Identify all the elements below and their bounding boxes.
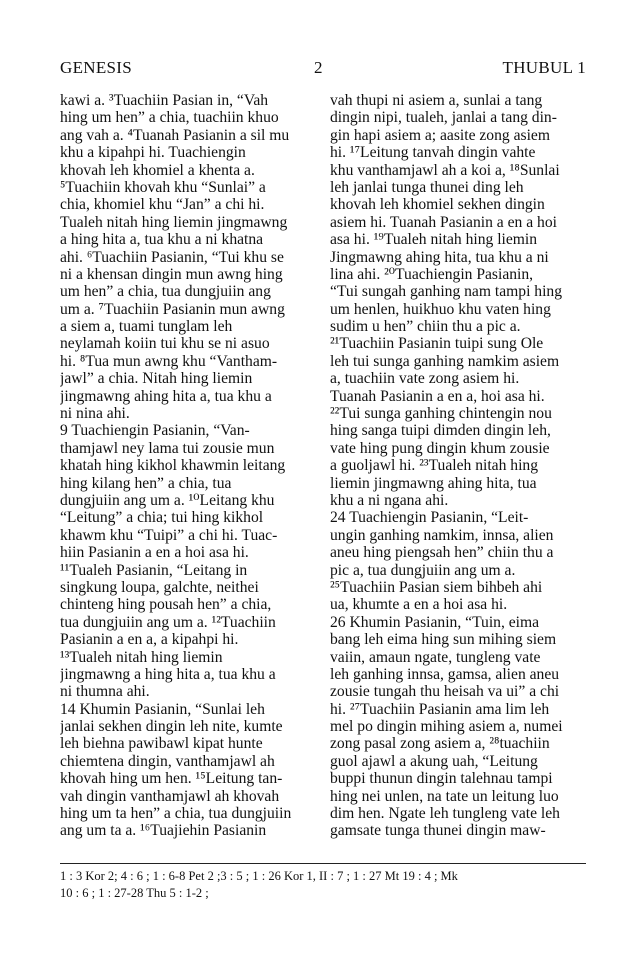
text-line: khu a kipahpi hi. Tuachiengin — [60, 144, 246, 162]
text-line: khu vanthamjawl ah a koi a, ¹⁸Sunlai — [330, 161, 560, 179]
text-line: hi. ²⁷Tuachiin Pasianin ama lim leh — [330, 700, 550, 718]
text-line: ²¹Tuachiin Pasianin tuipi sung Ole — [330, 335, 544, 353]
text-line: Pasianin a en a, a kipahpi hi. — [60, 631, 239, 649]
text-line: dim hen. Ngate leh tungleng vate leh — [330, 805, 560, 823]
text-line: jawl” a chia. Nitah hing liemin — [60, 370, 253, 388]
text-line: leh ganhing innsa, gamsa, alien aneu — [330, 665, 560, 683]
text-line: zousie tungah thu heisah va ui” a chi — [330, 683, 560, 701]
text-line: leh tui sunga ganhing namkim asiem — [330, 352, 560, 370]
text-line: a hing hita a, tua khu a ni khatna — [60, 231, 264, 249]
chapter-label: THUBUL 1 — [502, 58, 586, 77]
text-line: jingmawng a hing hita a, tua khu a — [60, 665, 276, 683]
text-line: khu a ni ngana ahi. — [330, 491, 449, 509]
right-text-column — [330, 92, 586, 840]
text-line: ²²Tui sunga ganhing chintengin nou — [330, 405, 552, 423]
text-line: dingin nipi, tualeh, janlai a tang din- — [330, 109, 557, 127]
text-line: a, tuachiin vate zong asiem hi. — [330, 370, 520, 388]
text-line: ¹¹Tualeh Pasianin, “Leitang in — [60, 561, 248, 579]
page-number: 2 — [314, 58, 323, 77]
text-line: hing sanga tuipi dimden dingin leh, — [330, 422, 551, 440]
text-line: um a. ⁷Tuachiin Pasianin mun awng — [60, 300, 285, 318]
text-line: singkung loupa, galchte, neithei — [60, 578, 259, 596]
text-line: chinteng hing pousah hen” a chia, — [60, 596, 272, 614]
text-line: liemin jingmawng ahing hita, tua — [330, 474, 537, 492]
text-line: ¹³Tualeh nitah hing liemin — [60, 648, 223, 666]
text-line: aneu hing piengsah hen” chiin thu a — [330, 544, 554, 562]
text-line: buppi thunun dingin talehnau tampi — [330, 770, 553, 788]
cross-reference-line: 1 : 3 Kor 2; 4 : 6 ; 1 : 6-8 Pet 2 ;3 : 5 ; 1 : 26 Kor 1, II : 7 ; 1 : 27 Mt 19 : 4 ; Mk — [60, 869, 458, 883]
text-line: Tualeh nitah hing liemin jingmawng — [60, 213, 288, 231]
text-line: leh biehna pawibawl kipat hunte — [60, 735, 263, 753]
text-line: 9 Tuachiengin Pasianin, “Van- — [60, 422, 250, 440]
text-line: lina ahi. ²⁰Tuachiengin Pasianin, — [330, 265, 534, 283]
text-line: bang leh eima hing sun mihing siem — [330, 631, 557, 649]
text-line: ang um ta a. ¹⁶Tuajiehin Pasianin — [60, 822, 267, 840]
text-line: ni nina ahi. — [60, 405, 130, 423]
text-line: hing kilang hen” a chia, tua — [60, 474, 232, 492]
text-line: vah thupi ni asiem a, sunlai a tang — [330, 92, 543, 109]
left-text-column — [60, 92, 322, 840]
text-line: khatah hing kikhol khawmin leitang — [60, 457, 286, 475]
text-line: zong pasal zong asiem a, ²⁸tuachiin — [330, 735, 550, 753]
text-line: Tuanah Pasianin a en a, hoi asa hi. — [330, 387, 545, 405]
text-line: tua dungjuiin ang um a. ¹²Tuachiin — [60, 613, 276, 631]
text-line: vaiin, amaun ngate, tungleng vate — [330, 648, 541, 666]
text-line: khawm khu “Tuipi” a chi hi. Tuac- — [60, 526, 278, 544]
text-line: pic a, tua dungjuiin ang um a. — [330, 561, 516, 579]
text-line: vah dingin vanthamjawl ah khovah — [60, 787, 280, 805]
text-line: janlai sekhen dingin leh nite, kumte — [60, 718, 283, 736]
text-line: guol ajawl a akung uah, “Leitung — [330, 752, 538, 770]
text-line: ungin ganhing namkim, innsa, alien — [330, 526, 554, 544]
text-line: a guoljawl hi. ²³Tualeh nitah hing — [330, 457, 539, 475]
text-line: Jingmawng ahing hita, tua khu a ni — [330, 248, 549, 266]
book-title: GENESIS — [60, 58, 132, 77]
text-line: a siem a, tuami tunglam leh — [60, 318, 233, 336]
text-line: 24 Tuachiengin Pasianin, “Leit- — [330, 509, 529, 527]
text-line: khovah hing um hen. ¹⁵Leitung tan- — [60, 770, 283, 788]
text-line: ua, khumte a en a hoi asa hi. — [330, 596, 508, 614]
text-line: sudim u hen” chiin thu a pic a. — [330, 318, 521, 336]
text-line: hing um ta hen” a chia, tua dungjuiin — [60, 805, 292, 823]
text-line: dungjuiin ang um a. ¹⁰Leitang khu — [60, 491, 275, 509]
text-line: hing nei unlen, na tate un leitung luo — [330, 787, 559, 805]
text-line: ahi. ⁶Tuachiin Pasianin, “Tui khu se — [60, 248, 284, 266]
text-line: khovah leh khomiel sekhen dingin — [330, 196, 545, 214]
text-line: hi. ⁸Tua mun awng khu “Vantham- — [60, 352, 278, 370]
text-line: chiemtena dingin, vanthamjawl ah — [60, 752, 275, 770]
cross-references — [60, 868, 586, 902]
text-line: 26 Khumin Pasianin, “Tuin, eima — [330, 613, 540, 631]
page-header — [60, 58, 586, 82]
text-line: hiin Pasianin a en a hoi asa hi. — [60, 544, 249, 562]
text-line: thamjawl ney lama tui zousie mun — [60, 439, 275, 457]
text-line: leh janlai tunga thunei ding leh — [330, 178, 524, 196]
text-line: mel po dingin mihing asiem a, numei — [330, 718, 563, 736]
text-line: ni a khensan dingin mun awng hing — [60, 265, 283, 283]
text-line: asiem hi. Tuanah Pasianin a en a hoi — [330, 213, 557, 231]
text-line: hi. ¹⁷Leitung tanvah dingin vahte — [330, 144, 536, 162]
text-line: gin hapi asiem a; aasite zong asiem — [330, 126, 550, 144]
footnote-divider — [60, 863, 586, 864]
text-line: chia, khomiel khu “Jan” a chi hi. — [60, 196, 265, 214]
text-line: 14 Khumin Pasianin, “Sunlai leh — [60, 700, 265, 718]
text-line: um henlen, huikhuo khu vaten hing — [330, 300, 551, 318]
text-line: “Tui sungah ganhing nam tampi hing — [330, 283, 563, 301]
text-line: jingmawng ahing hita a, tua khu a — [60, 387, 272, 405]
text-line: ²⁵Tuachiin Pasian siem bihbeh ahi — [330, 578, 543, 596]
text-line: “Leitung” a chia; tui hing kikhol — [60, 509, 264, 527]
text-line: um hen” a chia, tua dungjuiin ang — [60, 283, 271, 301]
text-line: ni thumna ahi. — [60, 683, 150, 701]
text-line: ang vah a. ⁴Tuanah Pasianin a sil mu — [60, 126, 290, 144]
text-line: neylamah koiin tui khu se ni asuo — [60, 335, 270, 353]
text-line: vate hing pung dingin khum zousie — [330, 439, 550, 457]
text-line: asa hi. ¹⁹Tualeh nitah hing liemin — [330, 231, 538, 249]
cross-reference-line: 10 : 6 ; 1 : 27-28 Thu 5 : 1-2 ; — [60, 886, 209, 900]
text-line: hing um hen” a chia, tuachiin khuo — [60, 109, 279, 127]
text-line: gamsate tunga thunei dingin maw- — [330, 822, 546, 840]
text-line: kawi a. ³Tuachiin Pasian in, “Vah — [60, 92, 269, 109]
text-line: ⁵Tuachiin khovah khu “Sunlai” a — [60, 178, 266, 196]
text-line: khovah leh khomiel a khenta a. — [60, 161, 255, 179]
